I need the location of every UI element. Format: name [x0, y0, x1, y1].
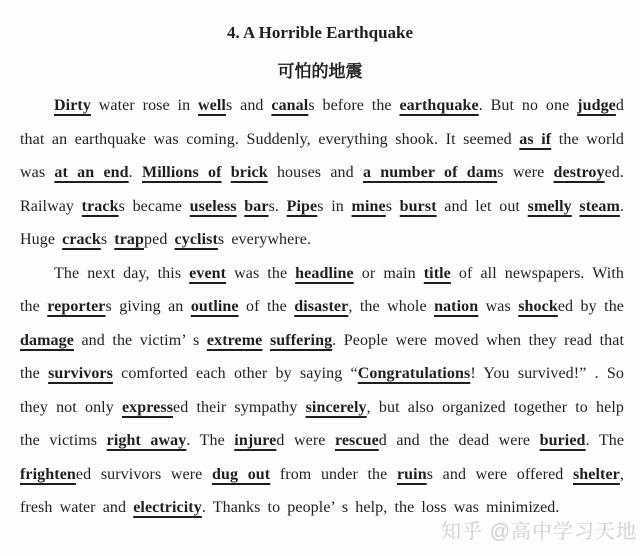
vocab-term: extreme — [206, 331, 263, 349]
vocab-term: judge — [577, 97, 616, 114]
vocab-term: brick — [230, 164, 268, 181]
vocab-term: well — [198, 97, 226, 114]
vocab-term: at an end — [54, 164, 129, 181]
vocab-term: injure — [234, 432, 277, 449]
text-run: from under the — [270, 465, 397, 483]
vocab-term: Millions of — [142, 164, 222, 181]
vocab-term: as if — [519, 130, 552, 148]
text-run: s everywhere. — [217, 231, 312, 248]
article-body — [0, 83, 640, 525]
text-run: s before the — [308, 97, 400, 114]
text-run: , fresh water and — [20, 465, 624, 516]
text-run: . Thanks to people’ s help, the loss was minimized. — [201, 499, 560, 516]
vocab-term: smelly — [527, 197, 572, 215]
text-run: s were — [497, 164, 554, 181]
text-run: . People were moved when they read that the — [20, 331, 624, 382]
text-run: of the — [238, 298, 295, 315]
text-run: and let out — [436, 197, 528, 215]
text-run: s — [385, 197, 400, 215]
text-run: or main — [353, 264, 424, 282]
vocab-term: bar — [244, 197, 269, 215]
text-run: d were — [276, 432, 335, 449]
text-run: was the — [226, 264, 296, 282]
vocab-term: nation — [434, 298, 479, 315]
text-run: of all newspapers. With the — [20, 264, 624, 315]
text-run: s — [100, 231, 115, 248]
text-run: ed their sympathy — [173, 398, 306, 416]
vocab-term: cyclist — [174, 231, 218, 248]
vocab-term: damage — [20, 331, 74, 349]
text-run: . The — [585, 432, 625, 449]
text-run: s. — [268, 197, 287, 215]
page-title: 4. A Horrible Earthquake — [226, 23, 414, 42]
vocab-term: right away — [106, 432, 187, 449]
text-run — [262, 332, 270, 349]
vocab-term: ruin — [396, 465, 427, 483]
vocab-term: title — [423, 264, 451, 282]
text-run: houses and — [267, 164, 363, 181]
text-run: d that an earthquake was coming. Suddenly, everything shook. It seemed — [20, 97, 624, 148]
watermark-zhihu: 知乎 @高中学习天地 — [441, 521, 637, 543]
text-run: s in — [317, 197, 352, 215]
vocab-term: rescue — [334, 432, 379, 449]
vocab-term: Dirty — [54, 97, 91, 114]
vocab-term: buried — [539, 432, 586, 449]
vocab-term: frighten — [20, 465, 76, 483]
text-run: ped — [144, 231, 175, 248]
text-run: ed by the — [557, 298, 624, 315]
text-run — [222, 164, 231, 181]
text-run: The next day, this — [54, 264, 190, 282]
vocab-term: crack — [62, 231, 101, 248]
vocab-term: Pipe — [286, 197, 318, 215]
vocab-term: earthquake — [399, 97, 479, 114]
vocab-term: outline — [190, 298, 239, 315]
text-run: ! You survived!” . So they not only — [20, 365, 625, 416]
text-run: , but also organized together to help the victims — [20, 398, 624, 449]
vocab-term: suffering — [269, 331, 333, 349]
text-run: ed. Railway — [20, 164, 625, 215]
vocab-term: disaster — [294, 298, 349, 315]
vocab-term: reporter — [47, 298, 106, 315]
vocab-term: dug out — [211, 465, 271, 483]
text-run: . But no one — [478, 97, 578, 114]
vocab-term: survivors — [48, 365, 113, 382]
text-run: ed survivors were — [75, 465, 212, 483]
text-run: s and were offered — [426, 465, 573, 483]
vocab-term: trap — [114, 231, 145, 248]
vocab-term: destroy — [553, 164, 605, 181]
vocab-term: steam — [579, 197, 620, 215]
text-run: comforted each other by saying “ — [112, 365, 358, 382]
vocab-term: a number of dam — [362, 164, 498, 181]
vocab-term: event — [189, 264, 227, 282]
paragraph-1 — [20, 89, 624, 257]
text-run: . The — [186, 432, 235, 449]
text-run: , the whole — [348, 298, 435, 315]
text-run: d and the dead were — [378, 432, 540, 449]
text-run: the world was — [20, 130, 625, 181]
vocab-term: mine — [351, 197, 386, 215]
text-run: was — [478, 298, 519, 315]
paragraph-2 — [20, 257, 624, 525]
vocab-term: electricity — [133, 499, 202, 516]
vocab-term: shelter — [572, 465, 620, 483]
vocab-term: track — [81, 197, 119, 215]
vocab-term: Congratulations — [357, 365, 471, 382]
text-run: s giving an — [105, 298, 191, 315]
vocab-term: burst — [399, 197, 437, 215]
text-run: and the victim’ s — [73, 331, 207, 349]
text-run: . Huge — [20, 197, 625, 248]
text-run: s became — [118, 197, 190, 215]
text-run: s and — [225, 97, 272, 114]
page-subtitle-chinese: 可怕的地震 — [277, 62, 363, 81]
text-run: water rose in — [90, 97, 199, 114]
vocab-term: headline — [295, 264, 354, 282]
vocab-term: sincerely — [305, 398, 367, 416]
vocab-term: canal — [271, 97, 309, 114]
vocab-term: shock — [518, 298, 558, 315]
vocab-term: express — [121, 398, 174, 416]
vocab-term: useless — [189, 197, 237, 215]
text-run: . — [128, 164, 142, 181]
